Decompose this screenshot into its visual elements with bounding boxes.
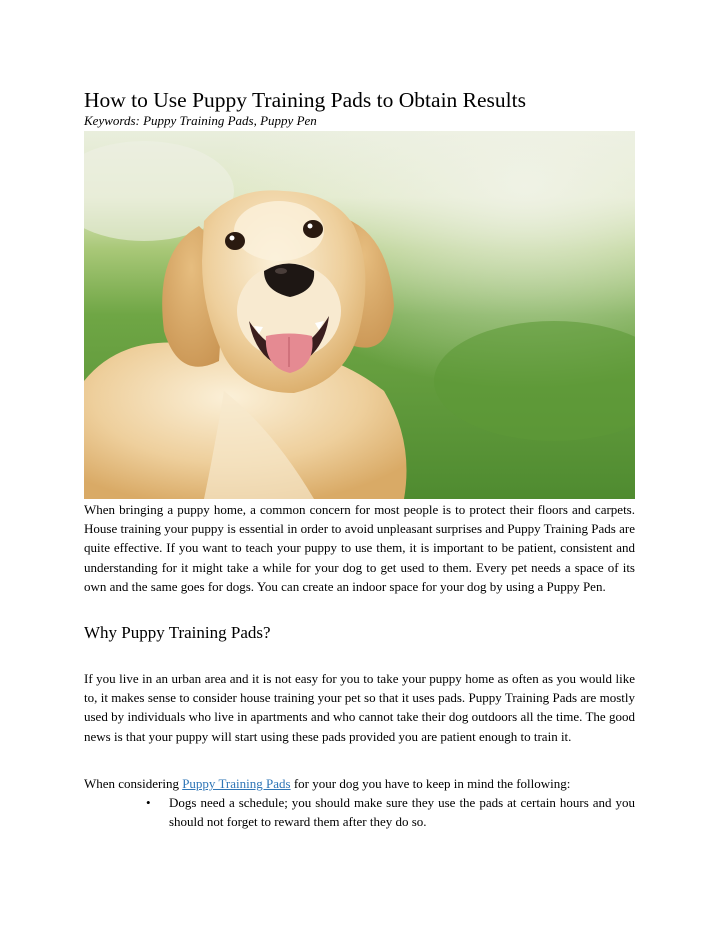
document-title: How to Use Puppy Training Pads to Obtain Results xyxy=(84,88,526,112)
section-heading: Why Puppy Training Pads? xyxy=(84,623,271,642)
dog-illustration xyxy=(84,131,635,499)
list-item xyxy=(84,793,635,831)
urban-paragraph: If you live in an urban area and it is not easy for you to take your puppy home as often as you would like to, it makes sense to consider house training your pet so that it uses pads. Puppy Training Pads are mostly used by individuals who live in apartments and who cannot take their dog outdoors all the time. The good news is that your puppy will start using these pads provided you are patient enough to train it. xyxy=(84,671,635,744)
keywords-line: Keywords: Puppy Training Pads, Puppy Pen xyxy=(84,113,317,128)
intro-paragraph: When bringing a puppy home, a common concern for most people is to protect their floors and carpets. House training your puppy is essential in order to avoid unpleasant surprises and Puppy Training Pads are quite effective. If you want to teach your puppy to use them, it is important to be patient, consistent and understanding for it might take a while for your dog to get used to them. Every pet needs a space of its own and the same goes for dogs. You can create an indoor space for your dog by using a Puppy Pen. xyxy=(84,502,635,594)
list-item-text: Dogs need a schedule; you should make sure they use the pads at certain hours and you should not forget to reward them after they do so. xyxy=(169,795,635,830)
considering-text-before: When considering xyxy=(84,776,183,791)
requirements-list xyxy=(84,793,635,831)
puppy-training-pads-link[interactable]: Puppy Training Pads xyxy=(182,776,291,791)
dog-photo xyxy=(84,131,635,499)
considering-paragraph xyxy=(84,774,635,793)
considering-text-after: for your dog you have to keep in mind the following: xyxy=(290,776,571,791)
bullet-icon: • xyxy=(146,795,151,810)
